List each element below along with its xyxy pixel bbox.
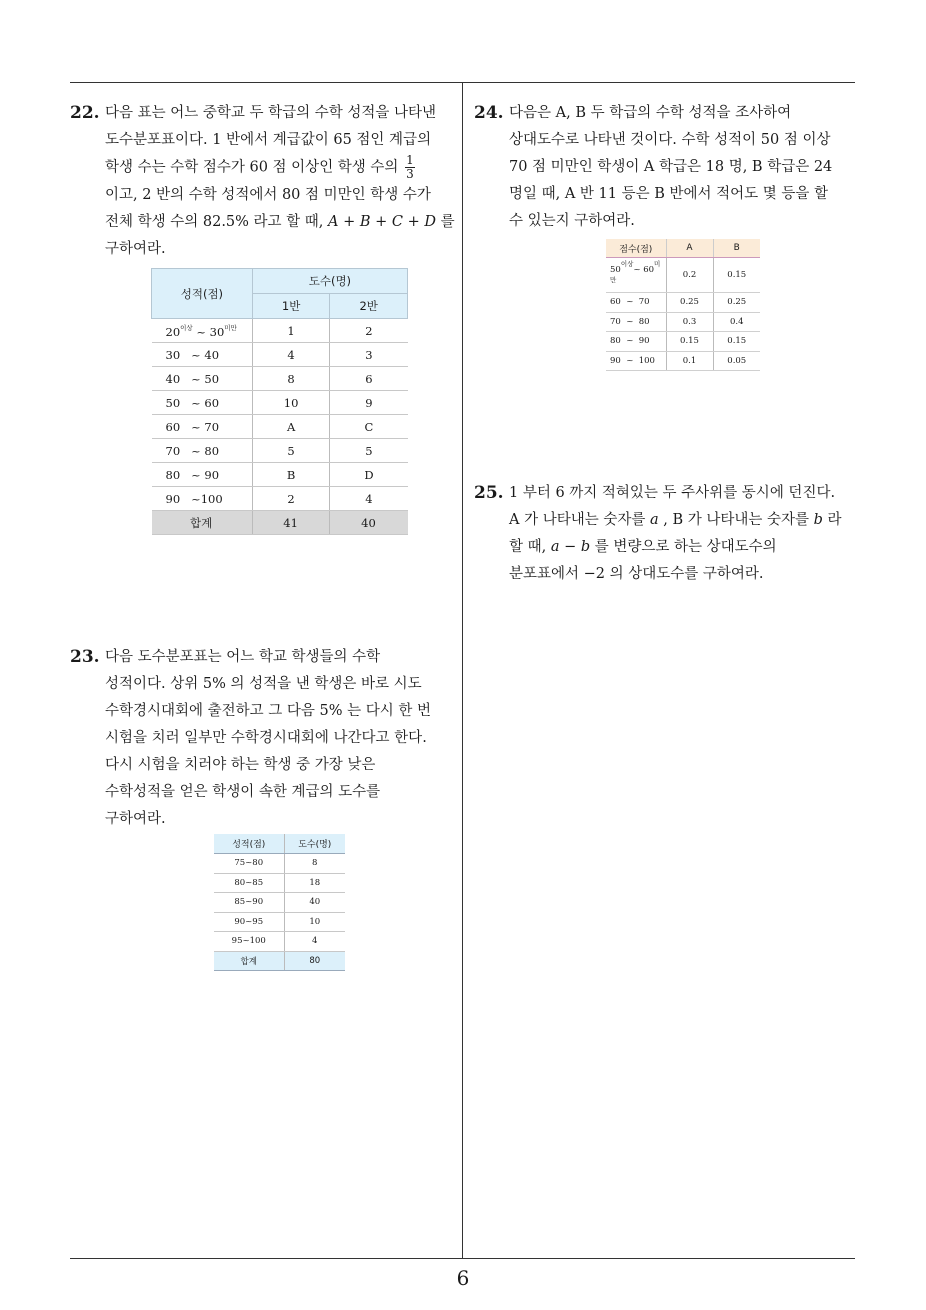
range-cell: 90 ~100 xyxy=(152,487,253,511)
header-score: 성적(점) xyxy=(152,269,253,319)
total-row xyxy=(152,511,408,535)
range-cell: 80 ~ 90 xyxy=(152,463,253,487)
cell-c1: 10 xyxy=(252,391,330,415)
header-freq: 도수(명) xyxy=(284,834,345,854)
question-number: 24. xyxy=(474,103,504,123)
question-24 xyxy=(474,100,864,235)
column-divider xyxy=(462,83,463,1258)
frequency-table-22 xyxy=(151,268,408,535)
total-label: 합계 xyxy=(214,951,284,971)
range-cell: $50^{이상}\sim$ $60^{미만}$ xyxy=(606,258,666,293)
text-line: 다시 시험을 치러야 하는 학생 중 가장 낮은 xyxy=(105,757,376,773)
table-row xyxy=(152,439,408,463)
cell-c2: D xyxy=(330,463,408,487)
range-cell: 50 ~ 60 xyxy=(152,391,253,415)
table-row xyxy=(606,332,760,352)
header-score: 성적(점) xyxy=(214,834,284,854)
cell-b: 0.05 xyxy=(713,351,760,371)
text-line: 다음 표는 어느 중학교 두 학급의 수학 성적을 나타낸 xyxy=(105,105,437,121)
cell-a: 0.3 xyxy=(666,312,713,332)
text-line: 이고, 2 반의 수학 성적에서 80 점 미만인 학생 수가 xyxy=(105,186,431,203)
table-row xyxy=(214,854,345,874)
header-class-1: 1반 xyxy=(252,294,330,319)
fraction: $\frac{1}{3}$ xyxy=(406,153,414,181)
text-line: 다음은 A, B 두 학급의 수학 성적을 조사하여 xyxy=(509,105,792,121)
question-text xyxy=(105,644,460,833)
cell-c1: B xyxy=(252,463,330,487)
text-line: 상대도수로 나타낸 것이다. 수학 성적이 50 점 이상 xyxy=(509,132,831,148)
range-cell: $20^{이상}$ ~ $30^{미만}$ xyxy=(152,319,253,343)
text-line: 70 점 미만인 학생이 A 학급은 18 명, B 학급은 24 xyxy=(509,159,833,175)
table-row xyxy=(152,487,408,511)
question-text xyxy=(509,480,864,588)
table-row xyxy=(152,319,408,343)
range-cell: 80 ~ 90 xyxy=(606,332,666,352)
total-row xyxy=(214,951,345,971)
question-text xyxy=(105,100,460,263)
question-text xyxy=(509,100,864,235)
table-row xyxy=(214,873,345,893)
range-cell: 70 ~ 80 xyxy=(152,439,253,463)
math-var-b: b xyxy=(813,512,823,528)
cell-b: 0.15 xyxy=(713,332,760,352)
text-line: 다음 도수분포표는 어느 학교 학생들의 수학 xyxy=(105,649,381,665)
math-var-a: a xyxy=(649,512,659,528)
freq-cell: 40 xyxy=(284,893,345,913)
range-cell: 80~85 xyxy=(214,873,284,893)
cell-c2: 4 xyxy=(330,487,408,511)
cell-c2: 9 xyxy=(330,391,408,415)
text-line: 수학경시대회에 출전하고 그 다음 5% 는 다시 한 번 xyxy=(105,703,432,719)
cell-c1: 5 xyxy=(252,439,330,463)
header-a: A xyxy=(666,239,713,258)
cell-c1: A xyxy=(252,415,330,439)
freq-cell: 8 xyxy=(284,854,345,874)
question-number: 23. xyxy=(70,647,100,667)
freq-cell: 4 xyxy=(284,932,345,952)
text-line: 학생 수는 수학 점수가 60 점 이상인 학생 수의 $\frac{1}{3}$ xyxy=(105,153,414,181)
cell-a: 0.25 xyxy=(666,293,713,313)
table-row xyxy=(152,415,408,439)
header-class-2: 2반 xyxy=(330,294,408,319)
cell-a: 0.1 xyxy=(666,351,713,371)
cell-b: 0.25 xyxy=(713,293,760,313)
frequency-table-23 xyxy=(214,834,345,971)
total-c1: 41 xyxy=(252,511,330,535)
header-score: 점수(점) xyxy=(606,239,666,258)
relative-frequency-table-24 xyxy=(606,239,760,371)
cell-a: 0.2 xyxy=(666,258,713,293)
text-line: 수 있는지 구하여라. xyxy=(509,213,635,229)
freq-cell: 10 xyxy=(284,912,345,932)
text-line: 1 부터 6 까지 적혀있는 두 주사위를 동시에 던진다. xyxy=(509,485,836,501)
text-line: 할 때, a − b 를 변량으로 하는 상대도수의 xyxy=(509,539,777,555)
cell-c1: 4 xyxy=(252,343,330,367)
text-line: 구하여라. xyxy=(105,240,166,257)
cell-c2: 2 xyxy=(330,319,408,343)
table-row xyxy=(606,351,760,371)
cell-c2: 6 xyxy=(330,367,408,391)
table-row xyxy=(214,912,345,932)
math-expression: a − b xyxy=(550,539,591,555)
freq-cell: 18 xyxy=(284,873,345,893)
text-line: 시험을 치러 일부만 수학경시대회에 나간다고 한다. xyxy=(105,730,427,746)
header-b: B xyxy=(713,239,760,258)
cell-c1: 2 xyxy=(252,487,330,511)
question-number: 25. xyxy=(474,483,504,503)
table-row xyxy=(606,312,760,332)
text-line: 성적이다. 상위 5% 의 성적을 낸 학생은 바로 시도 xyxy=(105,676,422,692)
table-row xyxy=(152,343,408,367)
total-label: 합계 xyxy=(152,511,253,535)
page-number: 6 xyxy=(456,1266,470,1290)
range-cell: 90~95 xyxy=(214,912,284,932)
cell-b: 0.15 xyxy=(713,258,760,293)
cell-c2: 3 xyxy=(330,343,408,367)
range-cell: 90 ~ 100 xyxy=(606,351,666,371)
cell-a: 0.15 xyxy=(666,332,713,352)
range-cell: 60 ~ 70 xyxy=(152,415,253,439)
table-row xyxy=(214,893,345,913)
range-cell: 85~90 xyxy=(214,893,284,913)
table-row xyxy=(152,463,408,487)
table-row xyxy=(152,367,408,391)
table-row xyxy=(606,293,760,313)
question-number: 22. xyxy=(70,103,100,123)
text-line: 명일 때, A 반 11 등은 B 반에서 적어도 몇 등을 할 xyxy=(509,186,828,202)
cell-c2: C xyxy=(330,415,408,439)
text-line: 구하여라. xyxy=(105,811,166,827)
math-expression: A + B + C + D xyxy=(328,213,436,230)
range-cell: 75~80 xyxy=(214,854,284,874)
total-c2: 40 xyxy=(330,511,408,535)
question-23 xyxy=(70,644,460,833)
cell-c1: 1 xyxy=(252,319,330,343)
cell-c1: 8 xyxy=(252,367,330,391)
text-line: 분포표에서 −2 의 상대도수를 구하여라. xyxy=(509,566,764,582)
bottom-rule xyxy=(70,1258,855,1259)
table-row xyxy=(606,258,760,293)
text-line: 전체 학생 수의 82.5% 라고 할 때, A + B + C + D 를 xyxy=(105,213,455,230)
text-line: 수학성적을 얻은 학생이 속한 계급의 도수를 xyxy=(105,784,381,800)
cell-b: 0.4 xyxy=(713,312,760,332)
total-value: 80 xyxy=(284,951,345,971)
range-cell: 60 ~ 70 xyxy=(606,293,666,313)
cell-c2: 5 xyxy=(330,439,408,463)
table-row xyxy=(214,932,345,952)
range-cell: 40 ~ 50 xyxy=(152,367,253,391)
header-freq: 도수(명) xyxy=(252,269,407,294)
question-22 xyxy=(70,100,460,263)
text-line: A 가 나타내는 숫자를 a , B 가 나타내는 숫자를 b 라 xyxy=(509,512,842,528)
range-cell: 30 ~ 40 xyxy=(152,343,253,367)
question-25 xyxy=(474,480,864,588)
range-cell: 70 ~ 80 xyxy=(606,312,666,332)
table-row xyxy=(152,391,408,415)
range-cell: 95~100 xyxy=(214,932,284,952)
text-line: 도수분포표이다. 1 반에서 계급값이 65 점인 계급의 xyxy=(105,132,432,148)
